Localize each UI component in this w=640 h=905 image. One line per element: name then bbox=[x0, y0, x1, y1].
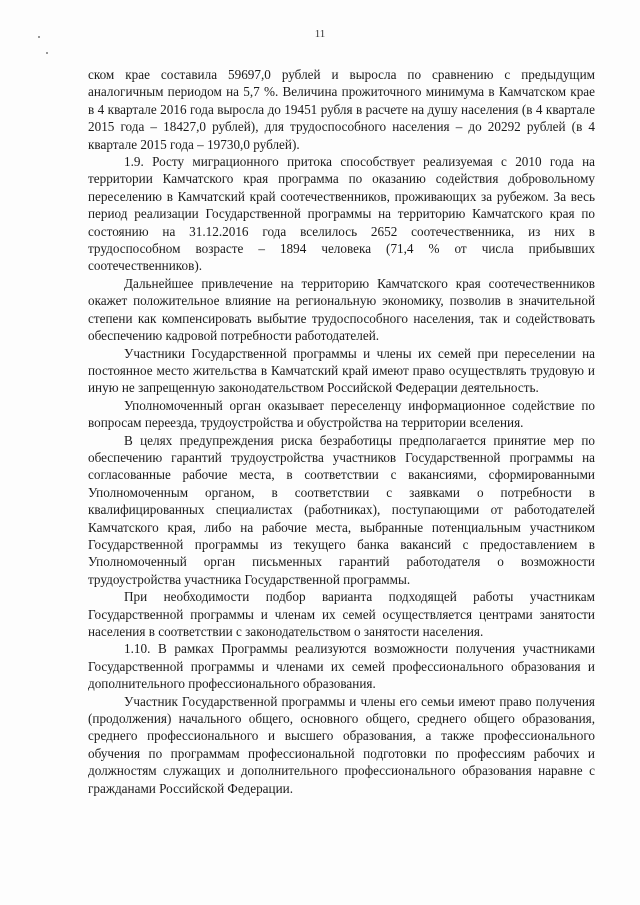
scan-speck bbox=[46, 52, 48, 54]
page-number: 11 bbox=[314, 28, 326, 40]
paragraph-7: При необходимости подбор варианта подходящей работы участникам Государственной программы и членам их семей осуществляется центрами занятости населения в соответствии с законодательством о занятости населения. bbox=[88, 589, 595, 639]
paragraph-4: Участники Государственной программы и члены их семей при переселении на постоянное место жительства в Камчатский край имеют право осуществлять трудовую и иную не запрещенную законодательством Российской Федерации деятельность. bbox=[88, 345, 595, 396]
paragraph-8: 1.10. В рамках Программы реализуются возможности получения участниками Государственной программы и членами их семей профессионального образования и дополнительного профессионального образования. bbox=[88, 641, 595, 692]
paragraph-9: Участник Государственной программы и члены его семьи имеют право получения (продолжения) начального общего, основного общего, среднего общего образования, среднего профессионального и высшего образования, а также профессионального обучения по программам профессиональной подготовки по профессиям рабочих и должностям служащих и дополнительного профессионального образования наравне с гражданами Российской Федерации. bbox=[88, 693, 595, 796]
paragraph-2: 1.9. Росту миграционного притока способствует реализуемая с 2010 года на территории Камчатского края программа по оказанию содействия добровольному переселению в Камчатский край соотечественников, проживающих за рубежом. За весь период реализации Государственной программы на территорию Камчатского края по состоянию на 31.12.2016 года вселилось 2652 соотечественника, из них в трудоспособном возрасте – 1894 человека (71,4 % от числа прибывших соотечественников). bbox=[88, 154, 595, 274]
document-body bbox=[88, 66, 595, 797]
paragraph-5: Уполномоченный орган оказывает переселенцу информационное содействие по вопросам переезда, трудоустройства и обустройства на территории вселения. bbox=[88, 397, 595, 431]
paragraph-3: Дальнейшее привлечение на территорию Камчатского края соотечественников окажет положительное влияние на региональную экономику, позволив в значительной степени как компенсировать выбытие трудоспособного населения, так и содействовать обеспечению кадровой потребности работодателей. bbox=[88, 275, 595, 344]
paragraph-6: В целях предупреждения риска безработицы предполагается принятие мер по обеспечению гарантий трудоустройства участников Государственной программы на согласованные рабочие места, в соответствии с вакансиями, сформированными Уполномоченным органом, в соответствии с заявками о потребности в квалифицированных специалистах (работниках), поступающими от работодателей Камчатского края, либо на рабочие места, выбранные потенциальным участником Государственной программы из текущего банка вакансий с предоставлением в Уполномоченный орган письменных гарантий работодателя о возможности трудоустройства участника Государственной программы. bbox=[88, 432, 595, 587]
paragraph-1: ском крае составила 59697,0 рублей и выросла по сравнению с предыдущим аналогичным периодом на 5,7 %. Величина прожиточного минимума в Камчатском крае в 4 квартале 2016 года выросла до 19451 рубля в расчете на душу населения (в 4 квартале 2015 года – 18427,0 рублей), для трудоспособного населения – до 20292 рублей (в 4 квартале 2015 года – 19730,0 рублей). bbox=[88, 67, 595, 152]
